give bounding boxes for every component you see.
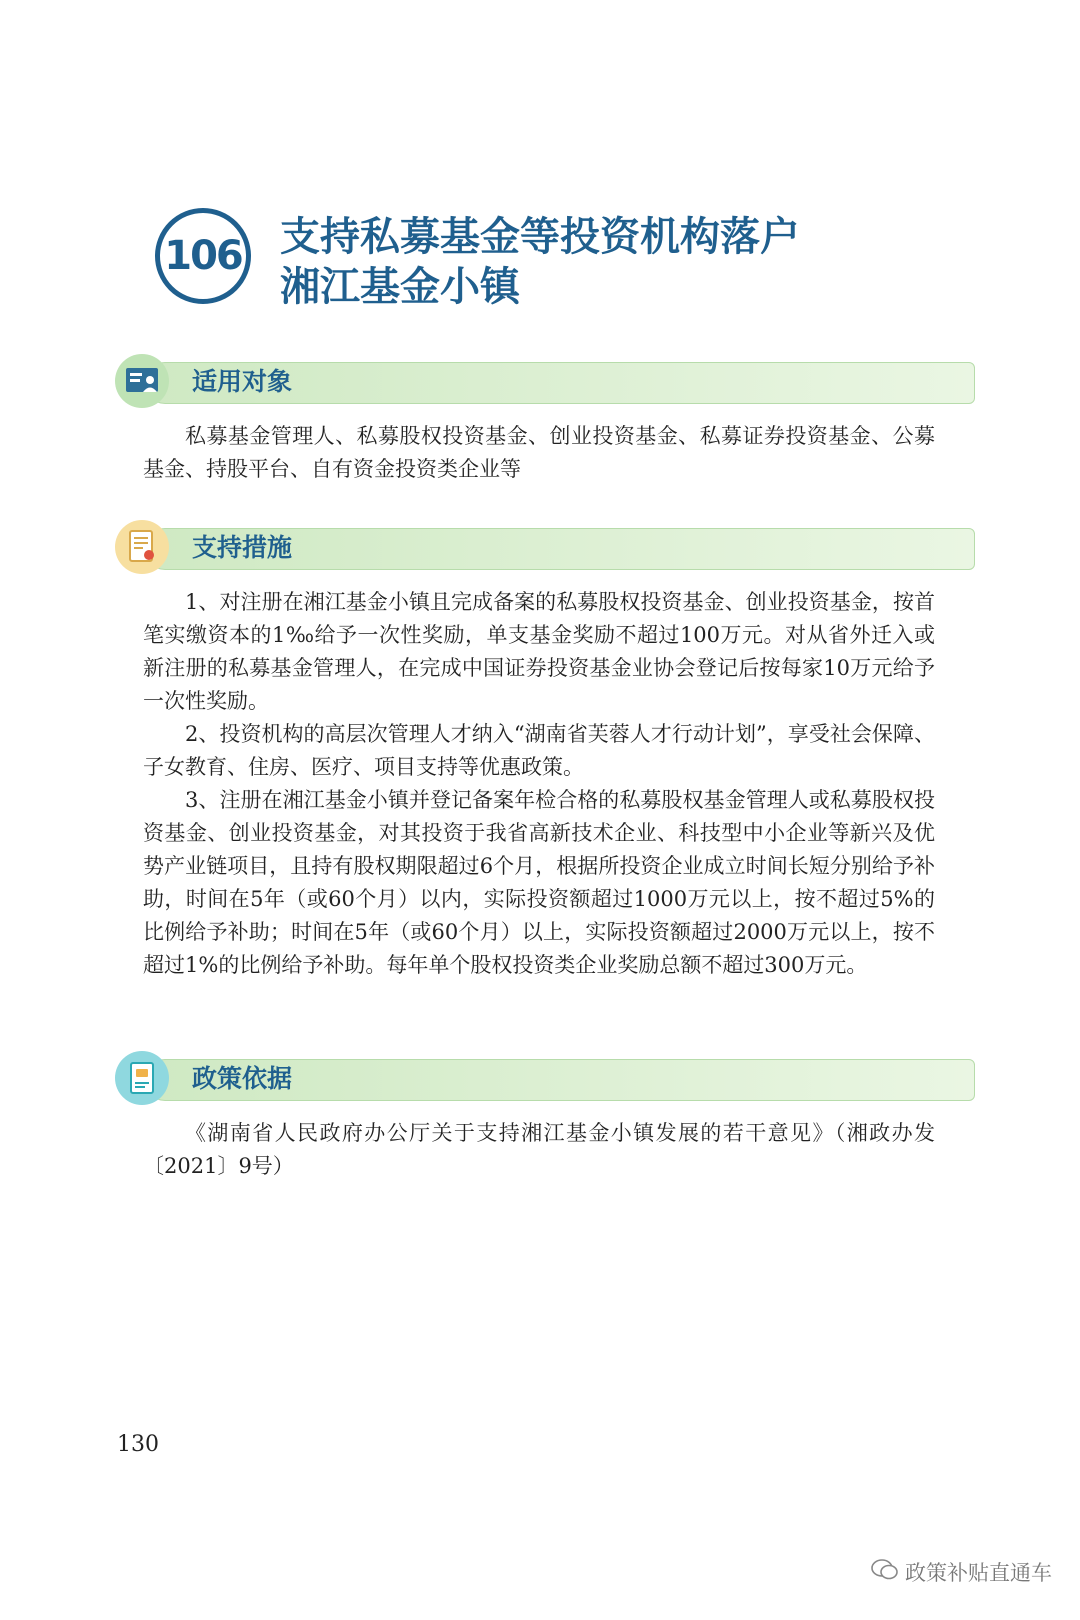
page-number: 130 (117, 1432, 159, 1457)
paragraph: 3、注册在湘江基金小镇并登记备案年检合格的私募股权基金管理人或私募股权投资基金、创业投资基金，对其投资于我省高新技术企业、科技型中小企业等新兴及优势产业链项目，且持有股权期限超过6个月，根据所投资企业成立时间长短分别给予补助，时间在5年（或60个月）以内，实际投资额超过1000万元以上，按不超过5%的比例给予补助；时间在5年（或60个月）以上，实际投资额超过2000万元以上，按不超过1%的比例给予补助。每年单个股权投资类企业奖励总额不超过300万元。 (143, 788, 935, 977)
certificate-person-icon (115, 354, 169, 408)
section-header (115, 520, 975, 576)
paragraph: 《湖南省人民政府办公厅关于支持湘江基金小镇发展的若干意见》（湘政办发〔2021〕9号） (143, 1121, 935, 1178)
section-header (115, 354, 975, 410)
wechat-icon (871, 1559, 899, 1586)
title-line-1: 支持私募基金等投资机构落户 (280, 214, 800, 260)
document-seal-icon (115, 520, 169, 574)
watermark (871, 1557, 1052, 1587)
watermark-text: 政策补贴直通车 (905, 1561, 1052, 1585)
paragraph: 1、对注册在湘江基金小镇且完成备案的私募股权投资基金、创业投资基金，按首笔实缴资本的1‰给予一次性奖励，单支基金奖励不超过100万元。对从省外迁入或新注册的私募基金管理人，在完成中国证券投资基金业协会登记后按每家10万元给予一次性奖励。 (143, 590, 935, 713)
section-header (115, 1051, 975, 1107)
section-policy-basis (115, 1051, 975, 1183)
section-title: 政策依据 (192, 1064, 293, 1093)
document-stamp-icon (115, 1051, 169, 1105)
section-applicable-targets (115, 354, 975, 486)
page-title (280, 212, 960, 312)
section-body (143, 586, 935, 982)
item-number-badge: 106 (155, 208, 251, 304)
title-line-2: 湘江基金小镇 (280, 264, 520, 310)
paragraph: 私募基金管理人、私募股权投资基金、创业投资基金、私募证券投资基金、公募基金、持股平台、自有资金投资类企业等 (143, 424, 935, 481)
section-title: 支持措施 (192, 533, 293, 562)
section-body (143, 1117, 935, 1183)
paragraph: 2、投资机构的高层次管理人才纳入“湖南省芙蓉人才行动计划”，享受社会保障、子女教育、住房、医疗、项目支持等优惠政策。 (143, 722, 935, 779)
title-block (155, 208, 975, 318)
section-title: 适用对象 (192, 367, 293, 396)
section-body (143, 420, 935, 486)
section-support-measures (115, 520, 975, 982)
